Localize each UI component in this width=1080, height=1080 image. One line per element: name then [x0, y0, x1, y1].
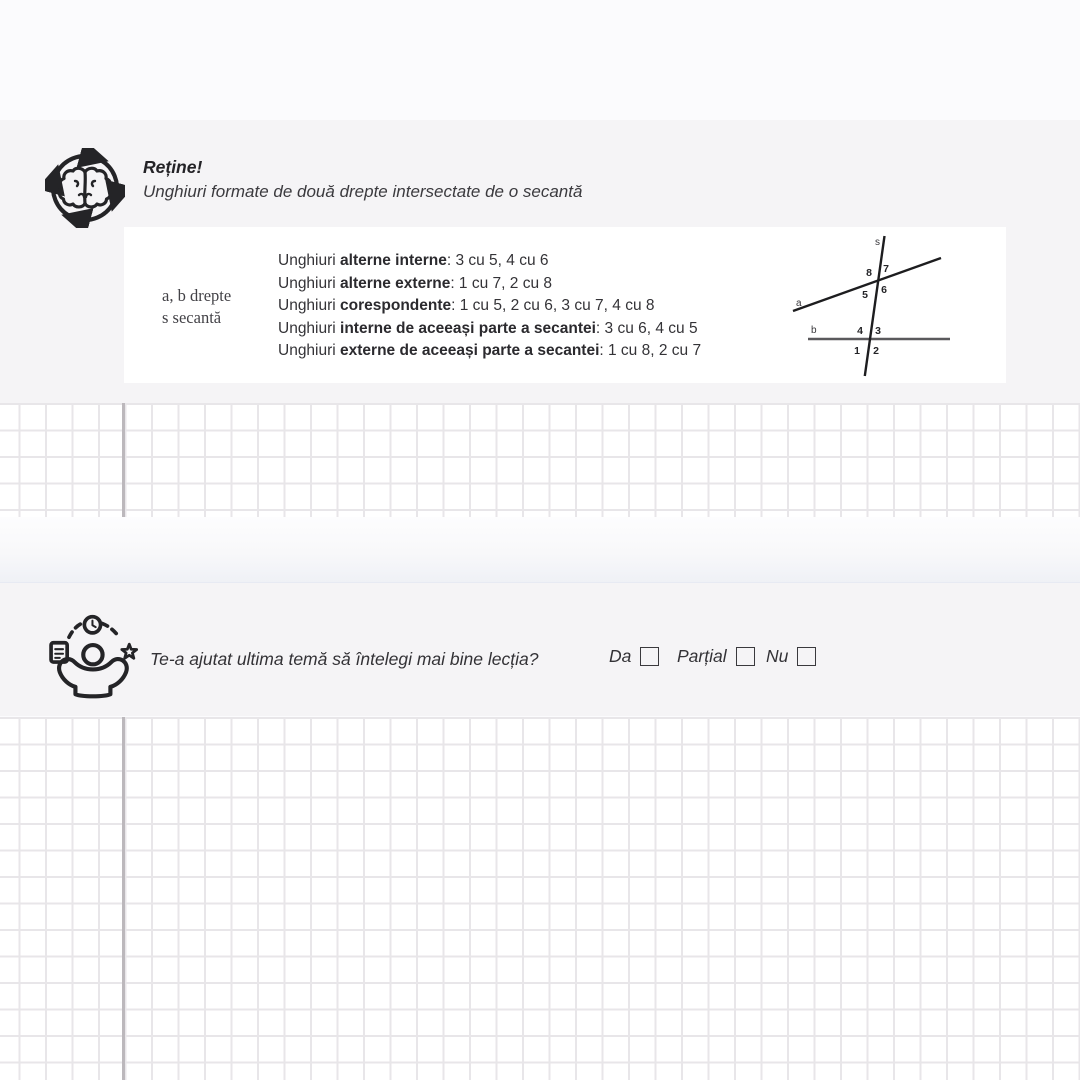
angle-8: 8 [866, 267, 872, 279]
rule-line: Unghiuri interne de aceeași parte a secantei: 3 cu 6, 4 cu 5 [278, 319, 698, 337]
option-partial-label: Parțial [677, 646, 727, 666]
option-da-label: Da [609, 646, 632, 666]
option-nu-checkbox[interactable] [797, 647, 816, 666]
angle-6: 6 [881, 284, 887, 296]
person-juggling-tasks-icon [46, 614, 138, 700]
rule-card [124, 227, 1006, 383]
option-da [609, 646, 659, 667]
angle-7: 7 [883, 263, 889, 275]
option-da-checkbox[interactable] [640, 647, 659, 666]
angle-3: 3 [875, 325, 881, 337]
rules-list [278, 250, 701, 363]
line-a [793, 258, 941, 311]
grid-paper-bottom [0, 717, 1080, 1080]
angle-2: 2 [873, 345, 879, 357]
rule-line: Unghiuri externe de aceeași parte a secantei: 1 cu 8, 2 cu 7 [278, 342, 702, 359]
line-a-label: a [796, 298, 802, 309]
left-cell-line2: s secantă [162, 308, 222, 327]
secant-angles-diagram [785, 232, 965, 378]
retine-title: Reține! [143, 157, 203, 177]
option-partial-checkbox[interactable] [736, 647, 755, 666]
option-nu [766, 646, 816, 667]
line-b-label: b [811, 325, 817, 336]
secant-label: s [875, 237, 880, 248]
margin-line [122, 717, 125, 1080]
angle-1: 1 [854, 345, 860, 357]
option-nu-label: Nu [766, 646, 789, 666]
left-cell-line1: a, b drepte [162, 286, 232, 305]
rule-line: Unghiuri alterne externe: 1 cu 7, 2 cu 8 [278, 274, 552, 292]
rule-line: Unghiuri alterne interne: 3 cu 5, 4 cu 6 [278, 252, 549, 269]
retine-subtitle: Unghiuri formate de două drepte intersectate de o secantă [143, 182, 583, 201]
angle-5: 5 [862, 289, 868, 301]
rule-card-left-cell [162, 285, 231, 329]
paper-gap-band [0, 517, 1080, 583]
option-partial [677, 646, 755, 667]
grid-paper-top [0, 403, 1080, 517]
feedback-question: Te-a ajutat ultima temă să întelegi mai bine lecția? [150, 649, 539, 669]
top-paper-band [0, 0, 1080, 120]
angle-4: 4 [857, 325, 863, 337]
brain-refresh-icon [45, 148, 125, 228]
rule-line: Unghiuri corespondente: 1 cu 5, 2 cu 6, 3 cu 7, 4 cu 8 [278, 297, 655, 314]
margin-line [122, 403, 125, 517]
